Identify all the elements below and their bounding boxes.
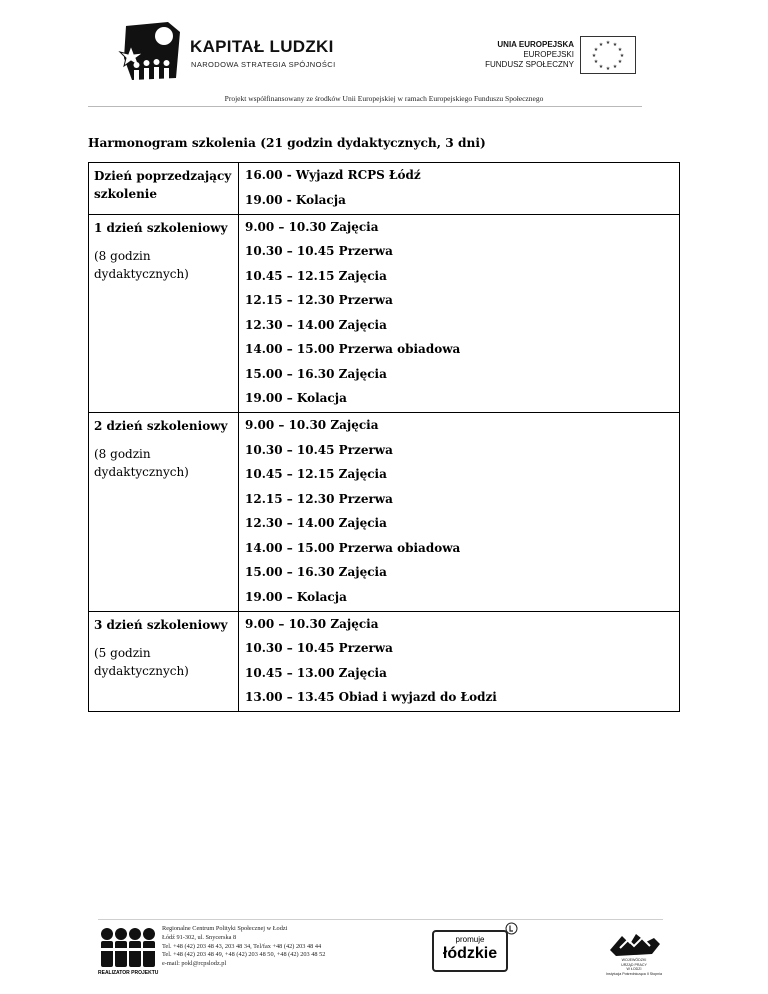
schedule-entry: 19.00 – Kolacja — [245, 589, 347, 604]
kapital-ludzki-logo-icon — [118, 18, 188, 84]
day-hours: (8 godzin dydaktycznych) — [94, 447, 189, 479]
svg-text:★: ★ — [598, 64, 604, 70]
footer-divider — [98, 919, 663, 920]
schedule-entry: 12.15 – 12.30 Przerwa — [245, 491, 393, 506]
events-cell — [239, 214, 680, 413]
schedule-entry: 9.00 – 10.30 Zajęcia — [245, 616, 379, 631]
eu-label — [470, 40, 574, 70]
svg-text:★: ★ — [617, 59, 623, 65]
day-label: Dzień poprzedzający szkolenie — [94, 169, 232, 201]
day-cell — [89, 413, 239, 612]
day-cell — [89, 611, 239, 712]
wup-line: Instytucja Pośrednicząca II Stopnia — [606, 971, 662, 976]
schedule-entry: 10.45 – 13.00 Zajęcia — [245, 665, 387, 680]
schedule-entry: 10.30 – 10.45 Przerwa — [245, 442, 393, 457]
promuje-line-1: promuje — [455, 935, 485, 944]
schedule-entry: 15.00 – 16.30 Zajęcia — [245, 366, 387, 381]
schedule-entry: 10.45 – 12.15 Zajęcia — [245, 268, 387, 283]
address-line: Regionalne Centrum Polityki Społecznej w Łodzi — [162, 925, 288, 932]
schedule-entry: 16.00 - Wyjazd RCPS Łódź — [245, 168, 421, 182]
wup-line: W ŁODZI — [626, 967, 642, 972]
svg-text:★: ★ — [619, 53, 625, 59]
svg-text:★: ★ — [612, 42, 618, 48]
day-label: 1 dzień szkoleniowy — [94, 220, 228, 235]
address-line: Łódź 91-302, ul. Snycerska 8 — [162, 933, 237, 941]
schedule-table — [88, 162, 680, 712]
table-row — [89, 214, 680, 413]
realizator-label: REALIZATOR PROJEKTU — [98, 970, 159, 976]
wup-line: URZĄD PRACY — [621, 962, 647, 967]
wup-label — [602, 958, 666, 976]
svg-text:★: ★ — [612, 64, 618, 70]
table-row — [89, 163, 680, 215]
day-cell — [89, 214, 239, 413]
day-hours: (5 godzin dydaktycznych) — [94, 645, 189, 678]
schedule-entry: 9.00 – 10.30 Zajęcia — [245, 219, 379, 234]
svg-text:★: ★ — [593, 59, 599, 65]
schedule-entry: 9.00 – 10.30 Zajęcia — [245, 418, 379, 432]
eu-line-1: UNIA EUROPEJSKA — [497, 40, 574, 49]
logo-title: KAPITAŁ LUDZKI — [190, 37, 334, 56]
rcps-people-logo-icon — [98, 924, 156, 972]
schedule-entry: 12.15 – 12.30 Przerwa — [245, 293, 393, 307]
day-hours: (8 godzin dydaktycznych) — [94, 248, 189, 281]
schedule-entry: 19.00 – Kolacja — [245, 391, 347, 405]
eu-line-2: EUROPEJSKI — [523, 50, 574, 59]
svg-text:★: ★ — [617, 47, 623, 53]
wup-line: WOJEWÓDZKI — [621, 958, 647, 962]
schedule-entry: 10.30 – 10.45 Przerwa — [245, 244, 393, 258]
wup-lodz-logo-icon — [606, 930, 662, 958]
lodz-region-badge-icon — [505, 922, 518, 935]
promuje-lodzkie-logo — [432, 930, 508, 972]
events-cell — [239, 611, 680, 712]
schedule-entry: 15.00 – 16.30 Zajęcia — [245, 565, 387, 579]
promuje-line-2: łódzkie — [442, 945, 498, 962]
svg-text:★: ★ — [591, 53, 597, 59]
events-cell — [239, 413, 680, 612]
schedule-entry: 10.30 – 10.45 Przerwa — [245, 641, 393, 655]
svg-text:★: ★ — [593, 47, 599, 53]
schedule-entry: 19.00 - Kolacja — [245, 192, 346, 207]
day-label: 2 dzień szkoleniowy — [94, 419, 228, 433]
address-line: e-mail: pokl@rcpslodz.pl — [162, 960, 227, 968]
svg-text:★: ★ — [605, 66, 611, 72]
footer-address — [162, 925, 325, 969]
document-title: Harmonogram szkolenia (21 godzin dydaktycznych, 3 dni) — [88, 136, 486, 150]
schedule-entry: 14.00 – 15.00 Przerwa obiadowa — [245, 342, 461, 356]
eu-flag-icon — [580, 36, 636, 74]
events-cell — [239, 163, 680, 215]
eu-line-3: FUNDUSZ SPOŁECZNY — [485, 60, 574, 69]
day-cell — [89, 163, 239, 215]
header-divider — [88, 106, 642, 107]
schedule-entry: 14.00 – 15.00 Przerwa obiadowa — [245, 540, 461, 555]
svg-text:★: ★ — [605, 40, 611, 46]
schedule-entry: 12.30 – 14.00 Zajęcia — [245, 317, 387, 332]
svg-text:★: ★ — [598, 42, 604, 48]
day-label: 3 dzień szkoleniowy — [94, 617, 228, 632]
schedule-entry: 12.30 – 14.00 Zajęcia — [245, 516, 387, 530]
schedule-entry: 10.45 – 12.15 Zajęcia — [245, 467, 387, 481]
address-line: Tel. +48 (42) 203 48 49, +48 (42) 203 48 50, +48 (42) 203 48 52 — [162, 951, 326, 959]
schedule-entry: 13.00 – 13.45 Obiad i wyjazd do Łodzi — [245, 690, 497, 704]
table-row — [89, 611, 680, 712]
address-line: Tel. +48 (42) 203 48 43, 203 48 34, Tel/fax +48 (42) 203 48 44 — [162, 942, 322, 950]
cofinancing-note: Projekt współfinansowany ze środków Unii Europejskiej w ramach Europejskiego Funduszu Społecznego — [224, 94, 544, 103]
table-row — [89, 413, 680, 612]
logo-subtitle: NARODOWA STRATEGIA SPÓJNOŚCI — [191, 60, 336, 69]
